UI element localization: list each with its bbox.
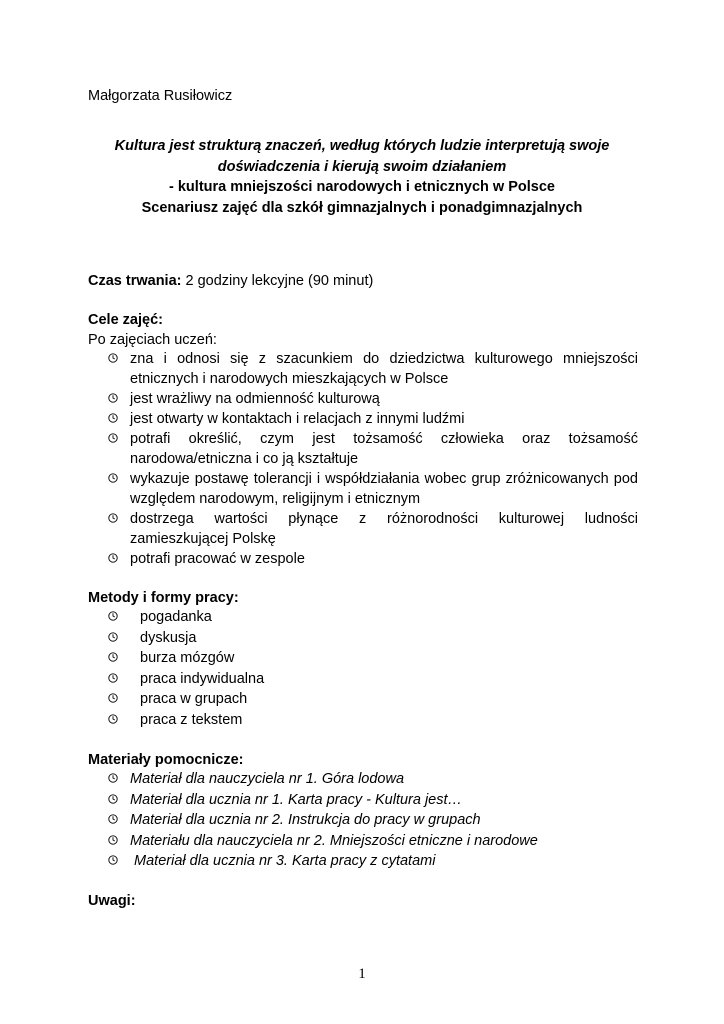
notes-heading: Uwagi: (88, 893, 136, 909)
clock-icon (108, 473, 118, 483)
goal-item: wykazuje postawę tolerancji i współdziałania wobec grup zróżnicowanych pod względem narodowym, religijnym i etnicznym (108, 469, 638, 509)
method-item: praca z tekstem (108, 710, 638, 731)
title-line-3: - kultura mniejszości narodowych i etnicznych w Polsce (169, 179, 555, 195)
clock-icon (108, 353, 118, 363)
goal-item: zna i odnosi się z szacunkiem do dziedzictwa kulturowego mniejszości etnicznych i narodowych mieszkających w Polsce (108, 349, 638, 389)
clock-icon (108, 693, 118, 703)
goals-heading: Cele zajęć: (88, 312, 163, 328)
method-item: praca w grupach (108, 689, 638, 710)
method-item: dyskusja (108, 628, 638, 649)
clock-icon (108, 814, 118, 824)
clock-icon (108, 433, 118, 443)
title-line-2: doświadczenia i kierują swoim działaniem (217, 158, 507, 175)
goal-item: potrafi pracować w zespole (108, 549, 638, 569)
methods-heading: Metody i formy pracy: (88, 590, 239, 606)
goal-item: jest otwarty w kontaktach i relacjach z innymi ludźmi (108, 409, 638, 429)
goal-item: potrafi określić, czym jest tożsamość człowieka oraz tożsamość narodowa/etniczna i co ją kształtuje (108, 429, 638, 469)
materials-list (108, 769, 638, 872)
method-item: burza mózgów (108, 648, 638, 669)
duration-line (88, 272, 373, 290)
clock-icon (108, 611, 118, 621)
clock-icon (108, 413, 118, 423)
author-name: Małgorzata Rusiłowicz (88, 88, 233, 104)
material-item: Materiał dla ucznia nr 2. Instrukcja do pracy w grupach (108, 810, 638, 831)
material-item: Materiał dla ucznia nr 3. Karta pracy z cytatami (108, 851, 638, 872)
method-item: pogadanka (108, 607, 638, 628)
material-item: Materiału dla nauczyciela nr 2. Mniejszości etniczne i narodowe (108, 831, 638, 852)
clock-icon (108, 773, 118, 783)
clock-icon (108, 835, 118, 845)
clock-icon (108, 794, 118, 804)
duration-label: Czas trwania: (88, 273, 182, 289)
goal-item: dostrzega wartości płynące z różnorodności kulturowej ludności zamieszkującej Polskę (108, 509, 638, 549)
duration-value: 2 godziny lekcyjne (90 minut) (181, 273, 374, 289)
materials-heading: Materiały pomocnicze: (88, 752, 244, 768)
clock-icon (108, 632, 118, 642)
clock-icon (108, 393, 118, 403)
title-line-1: Kultura jest strukturą znaczeń, według których ludzie interpretują swoje (114, 138, 610, 154)
page-number: 1 (358, 966, 366, 982)
method-item: praca indywidualna (108, 669, 638, 690)
goals-list (108, 349, 638, 569)
clock-icon (108, 553, 118, 563)
clock-icon (108, 652, 118, 662)
goal-item: jest wrażliwy na odmienność kulturową (108, 389, 638, 409)
clock-icon (108, 714, 118, 724)
goals-intro: Po zajęciach uczeń: (88, 332, 217, 348)
clock-icon (108, 855, 118, 865)
clock-icon (108, 673, 118, 683)
document-title (88, 136, 636, 218)
title-line-4: Scenariusz zajęć dla szkół gimnazjalnych i ponadgimnazjalnych (141, 199, 583, 216)
methods-list (108, 607, 638, 731)
material-item: Materiał dla nauczyciela nr 1. Góra lodowa (108, 769, 638, 790)
clock-icon (108, 513, 118, 523)
material-item: Materiał dla ucznia nr 1. Karta pracy - Kultura jest… (108, 790, 638, 811)
